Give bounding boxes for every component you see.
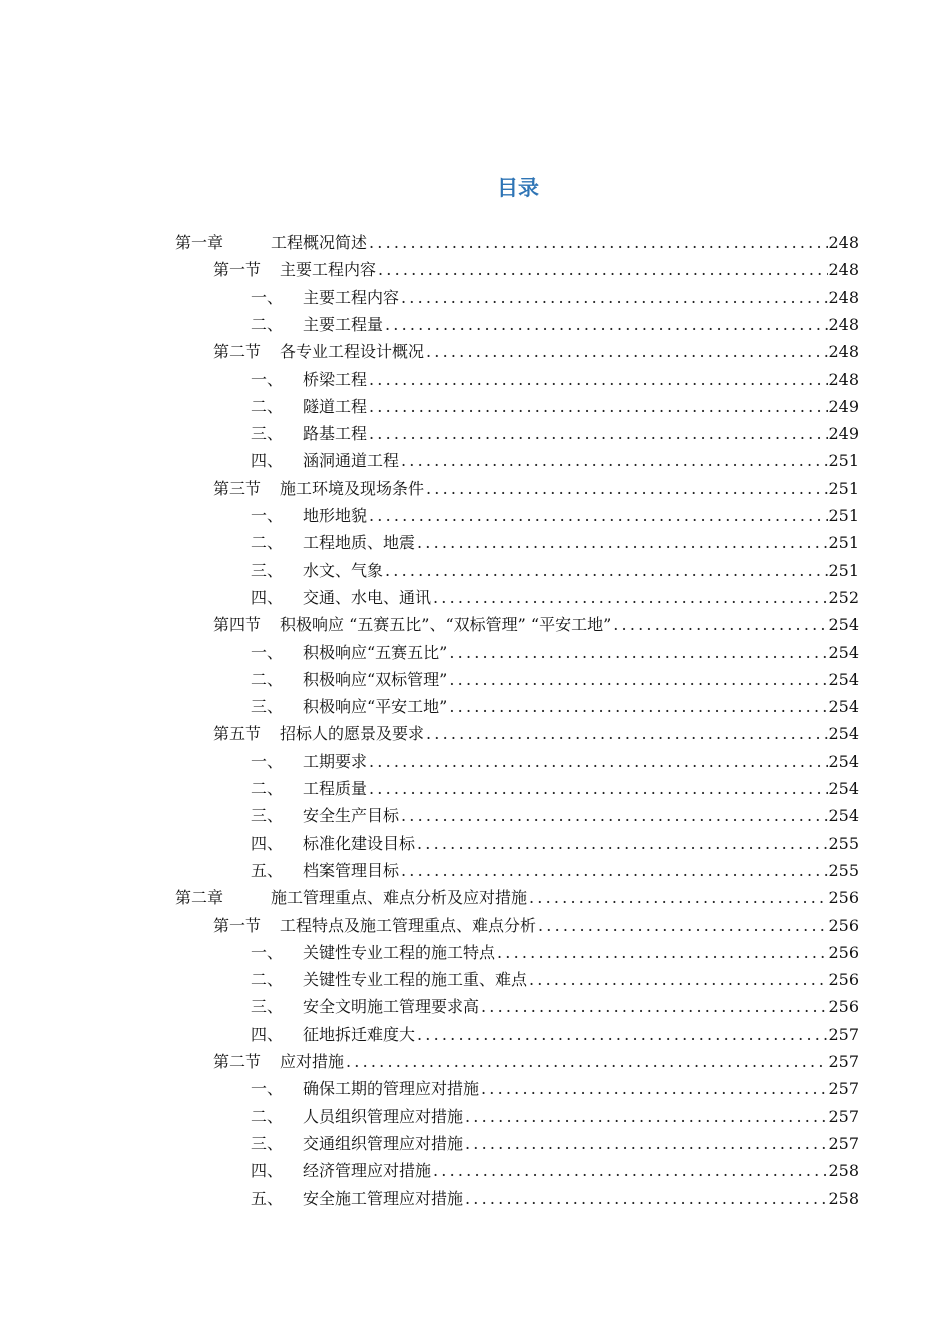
toc-entry[interactable] [0, 447, 950, 474]
dot-leader [367, 366, 828, 393]
toc-entry[interactable] [0, 720, 950, 747]
page-title: 目录 [497, 176, 539, 200]
toc-entry-page: 248 [828, 260, 859, 280]
toc-entry-number: 第二章 [175, 888, 224, 908]
toc-entry[interactable] [0, 1103, 950, 1130]
toc-entry-title: 主要工程内容 [280, 260, 377, 280]
dot-leader [463, 1185, 828, 1212]
toc-entry[interactable] [0, 284, 950, 311]
toc-entry-number: 二、 [251, 314, 284, 334]
dot-leader [495, 939, 828, 966]
toc-entry-title: 标准化建设目标 [303, 833, 416, 853]
toc-entry-number: 三、 [251, 697, 284, 717]
toc-entry-number: 四、 [251, 587, 284, 607]
toc-entry[interactable] [0, 366, 950, 393]
toc-entry-title: 招标人的愿景及要求 [280, 724, 425, 744]
toc-entry-title: 工期要求 [303, 751, 368, 771]
toc-entry[interactable] [0, 611, 950, 638]
toc-entry-page: 249 [828, 424, 859, 444]
toc-entry[interactable] [0, 966, 950, 993]
toc-entry-title: 征地拆迁难度大 [303, 1024, 416, 1044]
toc-entry-title: 路基工程 [303, 424, 368, 444]
toc-entry-page: 256 [828, 915, 859, 935]
toc-entry-page: 251 [828, 560, 859, 580]
toc-entry-page: 254 [828, 669, 859, 689]
toc-entry-number: 第二节 [213, 342, 262, 362]
toc-entry[interactable] [0, 802, 950, 829]
dot-leader [415, 830, 828, 857]
toc-entry[interactable] [0, 584, 950, 611]
dot-leader [479, 993, 828, 1020]
dot-leader [424, 475, 828, 502]
toc-entry-title: 交通组织管理应对措施 [303, 1133, 464, 1153]
toc-entry[interactable] [0, 311, 950, 338]
dot-leader [447, 666, 828, 693]
toc-entry[interactable] [0, 529, 950, 556]
toc-entry[interactable] [0, 229, 950, 256]
toc-entry[interactable] [0, 884, 950, 911]
toc-entry-title: 主要工程量 [303, 314, 384, 334]
dot-leader [399, 447, 828, 474]
toc-entry-title: 关键性专业工程的施工重、难点 [303, 970, 528, 990]
toc-entry-title: 工程概况简述 [271, 233, 368, 252]
toc-entry[interactable] [0, 693, 950, 720]
toc-entry[interactable] [0, 1130, 950, 1157]
toc-entry[interactable] [0, 1021, 950, 1048]
toc-entry-page: 251 [828, 478, 859, 498]
toc-entry[interactable] [0, 1075, 950, 1102]
dot-leader [611, 611, 828, 638]
toc-entry-number: 第二节 [213, 1052, 262, 1071]
toc-entry[interactable] [0, 666, 950, 693]
toc-entry-number: 四、 [251, 451, 284, 471]
toc-entry[interactable] [0, 1048, 950, 1075]
dot-leader [367, 229, 828, 256]
toc-entry-page: 254 [828, 751, 859, 771]
toc-entry-page: 254 [828, 724, 859, 744]
toc-entry-number: 第五节 [213, 724, 262, 744]
toc-entry-page: 249 [828, 396, 859, 416]
toc-entry-page: 256 [828, 997, 859, 1017]
toc-entry-number: 三、 [251, 424, 284, 444]
toc-entry-page: 255 [828, 860, 859, 880]
toc-entry-number: 一、 [251, 942, 284, 962]
toc-entry-number: 第一节 [213, 915, 262, 935]
toc-entry-title: 施工环境及现场条件 [280, 478, 425, 498]
toc-entry-page: 251 [828, 506, 859, 525]
toc-entry-page: 248 [828, 369, 859, 389]
toc-entry-title: 确保工期的管理应对措施 [303, 1079, 480, 1099]
toc-entry-page: 257 [828, 1133, 859, 1153]
toc-entry-title: 各专业工程设计概况 [280, 342, 425, 362]
dot-leader [376, 256, 828, 283]
toc-entry-number: 一、 [251, 1079, 284, 1099]
dot-leader [447, 693, 828, 720]
toc-entry-title: 安全生产目标 [303, 806, 400, 826]
toc-entry-title: 积极响应“五赛五比” [303, 642, 448, 662]
toc-entry-title: 档案管理目标 [303, 860, 400, 880]
toc-entry-number: 三、 [251, 997, 284, 1017]
toc-entry-title: 交通、水电、通讯 [303, 587, 432, 607]
toc-entry[interactable] [0, 338, 950, 365]
dot-leader [536, 912, 828, 939]
toc-entry-number: 五、 [251, 1188, 284, 1208]
dot-leader [399, 857, 828, 884]
toc-entry[interactable] [0, 1185, 950, 1212]
toc-entry-number: 第三节 [213, 478, 262, 498]
toc-entry-title: 桥梁工程 [303, 369, 368, 389]
dot-leader [424, 338, 828, 365]
toc-entry-page: 257 [828, 1052, 859, 1071]
toc-entry[interactable] [0, 393, 950, 420]
toc-entry-page: 255 [828, 833, 859, 853]
toc-entry-title: 水文、气象 [303, 560, 384, 580]
toc-entry-number: 二、 [251, 779, 284, 798]
toc-entry-page: 248 [828, 287, 859, 307]
dot-leader [415, 529, 828, 556]
toc-entry-title: 隧道工程 [303, 396, 368, 416]
toc-entry-title: 积极响应“平安工地” [303, 697, 448, 717]
dot-leader [431, 584, 828, 611]
dot-leader [527, 884, 828, 911]
toc-entry-number: 二、 [251, 970, 284, 990]
dot-leader [447, 639, 828, 666]
toc-entry-page: 248 [828, 314, 859, 334]
toc-entry-title: 积极响应“双标管理” [303, 669, 448, 689]
dot-leader [367, 502, 828, 529]
toc-entry-title: 经济管理应对措施 [303, 1161, 432, 1181]
toc-entry-number: 四、 [251, 833, 284, 853]
toc-entry-page: 248 [828, 233, 859, 252]
toc-entry-number: 一、 [251, 506, 284, 525]
toc-entry-page: 256 [828, 942, 859, 962]
toc-entry-title: 地形地貌 [303, 506, 368, 525]
toc-entry-title: 安全施工管理应对措施 [303, 1188, 464, 1208]
toc-entry[interactable] [0, 639, 950, 666]
toc-entry[interactable] [0, 557, 950, 584]
toc-entry-number: 一、 [251, 369, 284, 389]
toc-entry-number: 第一章 [175, 233, 224, 252]
toc-entry[interactable] [0, 475, 950, 502]
toc-entry[interactable] [0, 993, 950, 1020]
toc-entry-title: 工程特点及施工管理重点、难点分析 [280, 915, 537, 935]
toc-entry[interactable] [0, 857, 950, 884]
toc-entry-page: 254 [828, 806, 859, 826]
toc-entry[interactable] [0, 256, 950, 283]
dot-leader [463, 1130, 828, 1157]
toc-entry-page: 251 [828, 451, 859, 471]
toc-entry-number: 一、 [251, 751, 284, 771]
toc-entry-page: 248 [828, 342, 859, 362]
toc-entry[interactable] [0, 912, 950, 939]
toc-entry-title: 人员组织管理应对措施 [303, 1106, 464, 1126]
dot-leader [431, 1157, 828, 1184]
toc-entry[interactable] [0, 775, 950, 802]
toc-entry[interactable] [0, 420, 950, 447]
toc-entry-title: 施工管理重点、难点分析及应对措施 [271, 888, 528, 908]
toc-entry[interactable] [0, 939, 950, 966]
toc-entry-number: 一、 [251, 287, 284, 307]
toc-entry-title: 安全文明施工管理要求高 [303, 997, 480, 1017]
dot-leader [399, 802, 828, 829]
toc-entry-number: 二、 [251, 396, 284, 416]
dot-leader [383, 311, 828, 338]
toc-entry[interactable] [0, 830, 950, 857]
toc-entry-page: 254 [828, 779, 859, 798]
toc-entry-number: 二、 [251, 669, 284, 689]
toc-entry-title: 关键性专业工程的施工特点 [303, 942, 496, 962]
dot-leader [367, 748, 828, 775]
toc-entry-page: 254 [828, 697, 859, 717]
toc-entry-page: 252 [828, 587, 859, 607]
toc-entry-page: 257 [828, 1106, 859, 1126]
toc-entry-page: 254 [828, 615, 859, 635]
toc-entry-number: 第一节 [213, 260, 262, 280]
toc-entry-page: 251 [828, 533, 859, 553]
toc-entry-title: 主要工程内容 [303, 287, 400, 307]
toc-entry-number: 三、 [251, 560, 284, 580]
dot-leader [383, 557, 828, 584]
toc-entry-number: 一、 [251, 642, 284, 662]
toc-entry-number: 三、 [251, 806, 284, 826]
dot-leader [399, 284, 828, 311]
dot-leader [527, 966, 828, 993]
toc-entry-page: 256 [828, 970, 859, 990]
toc-entry-page: 256 [828, 888, 859, 908]
toc-entry-title: 应对措施 [280, 1052, 345, 1071]
toc-entry-number: 第四节 [213, 615, 262, 635]
dot-leader [367, 393, 828, 420]
dot-leader [367, 775, 828, 802]
toc-entry-number: 二、 [251, 1106, 284, 1126]
toc-entry-page: 258 [828, 1188, 859, 1208]
toc-entry-number: 三、 [251, 1133, 284, 1153]
toc-entry-number: 四、 [251, 1161, 284, 1181]
toc-entry-page: 254 [828, 642, 859, 662]
toc-entry-number: 四、 [251, 1024, 284, 1044]
dot-leader [344, 1048, 828, 1075]
toc-entry-title: 涵洞通道工程 [303, 451, 400, 471]
toc-entry-number: 五、 [251, 860, 284, 880]
toc-entry-title: 工程地质、地震 [303, 533, 416, 553]
dot-leader [463, 1103, 828, 1130]
toc-entry-title: 积极响应 “五赛五比”、“双标管理” “平安工地” [280, 615, 612, 635]
toc-entry-title: 工程质量 [303, 779, 368, 798]
dot-leader [424, 720, 828, 747]
toc-entry-page: 257 [828, 1024, 859, 1044]
dot-leader [479, 1075, 828, 1102]
toc-entry[interactable] [0, 502, 950, 529]
toc-entry-page: 257 [828, 1079, 859, 1099]
dot-leader [415, 1021, 828, 1048]
toc-entry-number: 二、 [251, 533, 284, 553]
toc-entry[interactable] [0, 748, 950, 775]
dot-leader [367, 420, 828, 447]
toc-entry[interactable] [0, 1157, 950, 1184]
toc-entry-page: 258 [828, 1161, 859, 1181]
